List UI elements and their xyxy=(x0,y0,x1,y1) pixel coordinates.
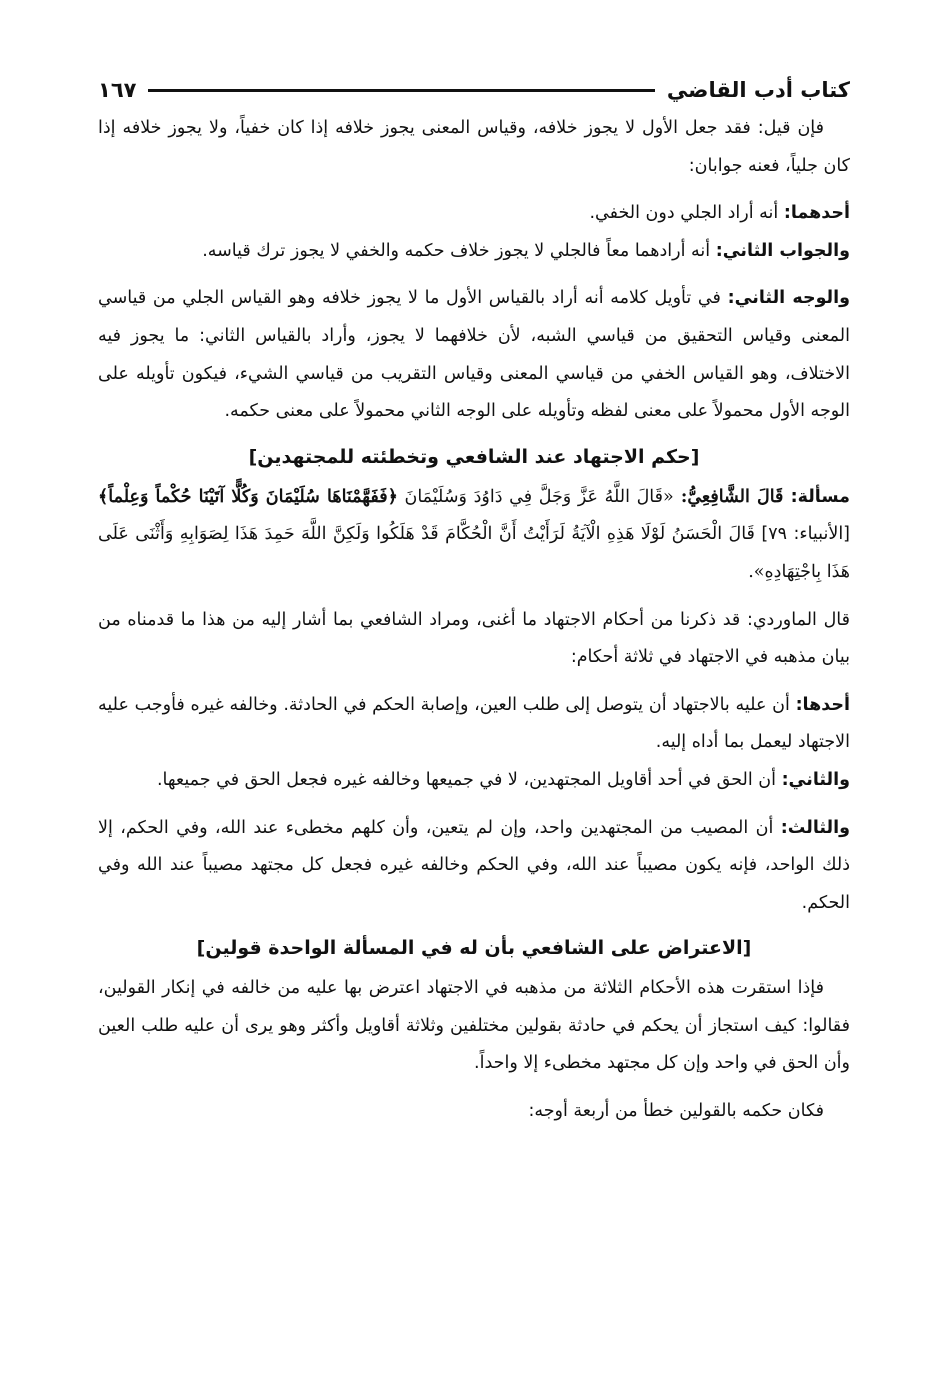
paragraph-objection xyxy=(98,970,850,1083)
section-heading-ijtihad: [حكم الاجتهاد عند الشافعي وتخطئته للمجتهدين] xyxy=(248,445,700,468)
verse-reference: [الأنبياء: ٧٩] xyxy=(754,524,851,545)
term-label: أحدها: xyxy=(795,694,850,715)
paragraph-text: أن عليه بالاجتهاد أن يتوصل إلى طلب العين، وإصابة الحكم في الحادثة. وخالفه غيره فأوجب عليه الاجتهاد ليعمل بما أداه إليه. xyxy=(98,694,850,753)
section-heading-objection: [الاعتراض على الشافعي بأن له في المسألة الواحدة قولين] xyxy=(196,937,752,960)
term-label: والثالث: xyxy=(780,817,850,838)
paragraph-text: أنه أرادهما معاً فالجلي لا يجوز خلاف حكمه والخفي لا يجوز ترك قياسه. xyxy=(202,240,716,261)
shafii-attribution: قَالَ الشَّافِعِيُّ: xyxy=(673,486,791,507)
paragraph-rule-two xyxy=(98,762,850,800)
header-rule xyxy=(148,89,654,92)
paragraph-masala xyxy=(98,479,850,592)
paragraph-rule-one xyxy=(98,687,850,762)
quote-opening: «قَالَ اللَّهُ عَزَّ وَجَلَّ فِي دَاوُدَ وَسُلَيْمَانَ xyxy=(397,486,674,507)
paragraph-answer-two xyxy=(98,233,850,271)
paragraph-second-aspect xyxy=(98,280,850,430)
term-label: والوجه الثاني: xyxy=(727,288,850,309)
paragraph-text: في تأويل كلامه أنه أراد بالقياس الأول ما لا يجوز خلافه وهو القياس الجلي من قياسي المعنى وقياس التحقيق من قياسي الشبه، لأن خلافهما لا يجوز، وأراد بالقياس الثاني: ما يجوز فيه الاختلاف، وهو القياس الخفي من قياسي المعنى وقياس التقريب من قياسي الشيء، فيكون تأويله على الوجه الأول محمولاً على معنى لفظه وتأويله على الوجه الثاني محمولاً على معنى حكمه. xyxy=(98,288,850,422)
term-label: مسألة: xyxy=(790,486,850,507)
paragraph-text: أن المصيب من المجتهدين واحد، وإن لم يتعين، وأن كلهم مخطىء عند الله، وفي الحكم، إلا ذلك الواحد، فإنه يكون مصيباً عند الله، وفي الحكم وخالفه غيره فجعل كل مجتهد مصيباً عند الله وفي الحكم. xyxy=(98,817,850,913)
paragraph-objection-intro xyxy=(98,110,850,185)
book-title: كتاب أدب القاضي xyxy=(666,78,850,102)
page-header xyxy=(98,68,850,112)
paragraph-text: فإذا استقرت هذه الأحكام الثلاثة من مذهبه في الاجتهاد اعترض بها عليه من خالفه في إنكار القولين، فقالوا: كيف استجاز أن يحكم في حادثة بقولين مختلفين وثلاثة أقاويل وأكثر وهو يرى أن عليه طلب العين وأن الحق في واحد وإن كل مجتهد مخطىء إلا واحداً. xyxy=(98,978,850,1074)
term-label: أحدهما: xyxy=(783,203,850,224)
quran-verse: ﴿فَفَهَّمْنَاهَا سُلَيْمَانَ وَكُلًّا آتَيْنَا حُكْماً وَعِلْماً﴾ xyxy=(98,486,398,507)
paragraph-text: فكان حكمه بالقولين خطأ من أربعة أوجه: xyxy=(528,1101,824,1122)
term-label: والثاني: xyxy=(781,769,850,790)
paragraph-closing xyxy=(98,1093,850,1131)
page-body xyxy=(98,110,850,1131)
paragraph-rule-three xyxy=(98,810,850,923)
paragraph-text: فإن قيل: فقد جعل الأول لا يجوز خلافه، وقياس المعنى يجوز خلافه إذا كان خفياً، ولا يجوز خلافه إذا كان جلياً، فعنه جوابان: xyxy=(98,118,850,176)
paragraph-text: قال الماوردي: قد ذكرنا من أحكام الاجتهاد ما أغنى، ومراد الشافعي بما أشار إليه من هذا ما قدمناه من بيان مذهبه في الاجتهاد في ثلاثة أحكام: xyxy=(98,609,850,668)
paragraph-text: أنه أراد الجلي دون الخفي. xyxy=(589,203,784,224)
paragraph-mawardi xyxy=(98,602,850,677)
paragraph-text: أن الحق في أحد أقاويل المجتهدين، لا في جميعها وخالفه غيره فجعل الحق في جميعها. xyxy=(156,769,782,790)
paragraph-answer-one xyxy=(98,195,850,233)
quote-rest: قَالَ الْحَسَنُ لَوْلَا هَذِهِ الْآيَةُ لَرَأَيْتُ أَنَّ الْحُكَّامَ قَدْ هَلَكُوا وَلَكِنَّ اللَّهَ حَمِدَ هَذَا لِصَوَابِهِ وَأَثْنَى عَلَى هَذَا بِاجْتِهَادِهِ». xyxy=(98,524,850,582)
term-label: والجواب الثاني: xyxy=(715,240,850,261)
page-number: ١٦٧ xyxy=(98,78,137,102)
